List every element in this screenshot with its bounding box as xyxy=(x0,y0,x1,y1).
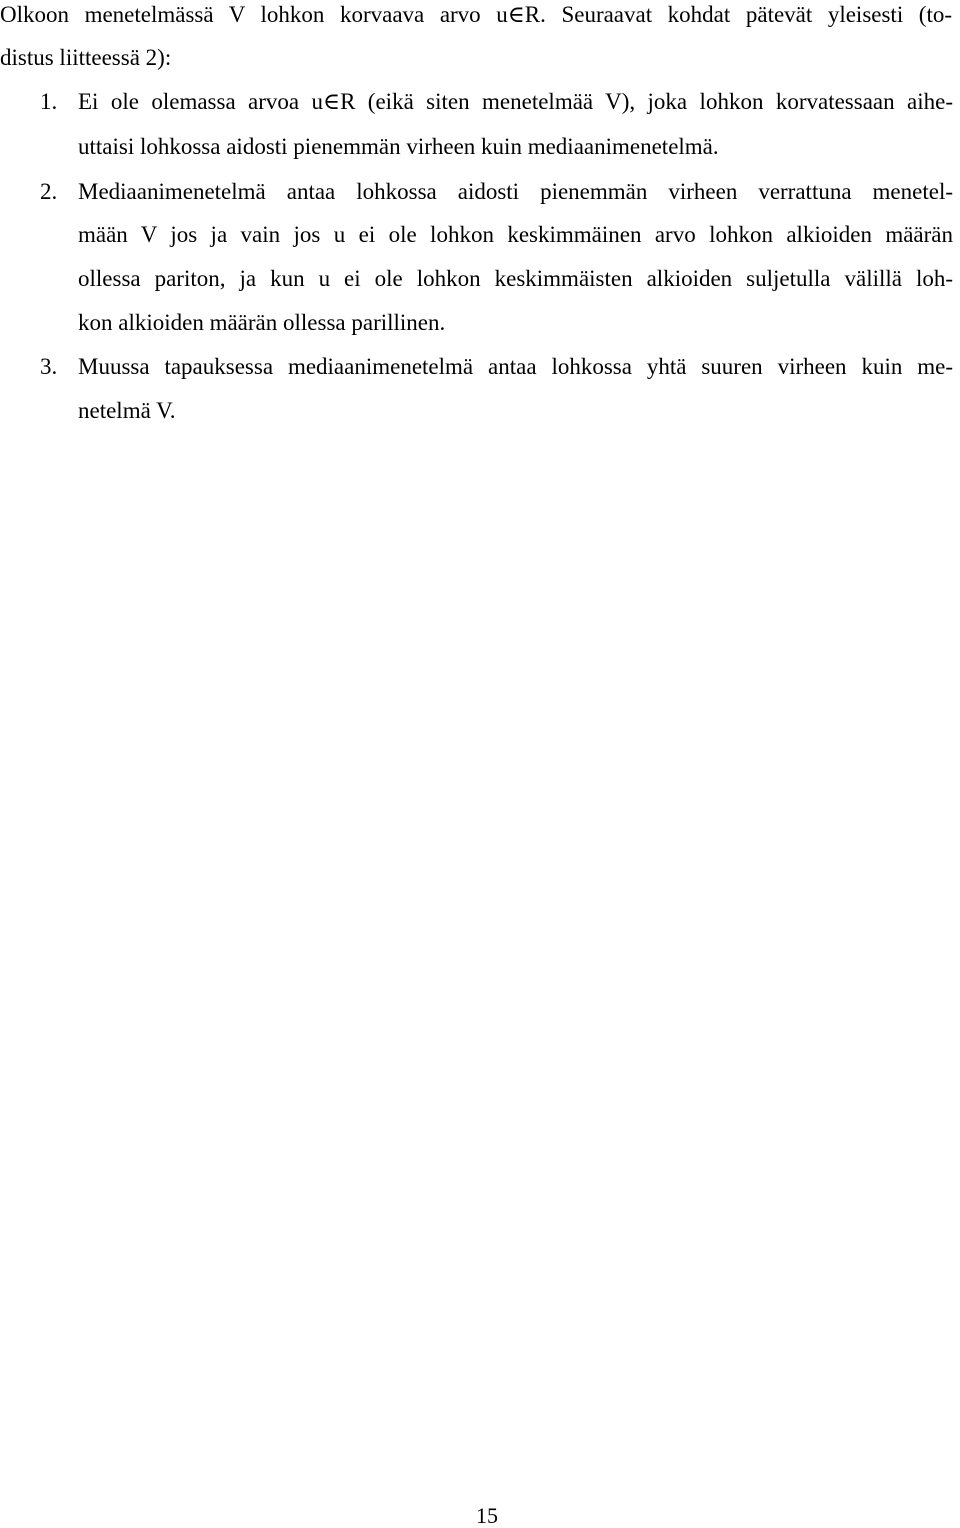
list-number-3: 3. xyxy=(40,354,58,379)
intro-line-2: distus liitteessä 2): xyxy=(0,45,172,70)
item-1-line-1: Ei ole olemassa arvoa u∈R (eikä siten menetelmää V), joka lohkon korvatessaan aihe- xyxy=(78,89,953,114)
list-number-1: 1. xyxy=(40,89,58,114)
item-2-line-3: ollessa pariton, ja kun u ei ole lohkon keskimmäisten alkioiden suljetulla välillä loh- xyxy=(78,266,953,291)
list-number-2: 2. xyxy=(40,179,58,204)
item-2-line-2: mään V jos ja vain jos u ei ole lohkon keskimmäinen arvo lohkon alkioiden määrän xyxy=(78,222,953,247)
item-2-line-4: kon alkioiden määrän ollessa parillinen. xyxy=(78,310,446,335)
item-3-line-2: netelmä V. xyxy=(78,398,176,423)
page-number: 15 xyxy=(476,1503,498,1528)
item-1-line-2: uttaisi lohkossa aidosti pienemmän virheen kuin mediaanimenetelmä. xyxy=(78,134,719,159)
intro-line-1: Olkoon menetelmässä V lohkon korvaava arvo u∈R. Seuraavat kohdat pätevät yleisesti (to- xyxy=(0,2,952,27)
item-3-line-1: Muussa tapauksessa mediaanimenetelmä antaa lohkossa yhtä suuren virheen kuin me- xyxy=(78,354,953,379)
item-2-line-1: Mediaanimenetelmä antaa lohkossa aidosti pienemmän virheen verrattuna menetel- xyxy=(78,179,953,204)
